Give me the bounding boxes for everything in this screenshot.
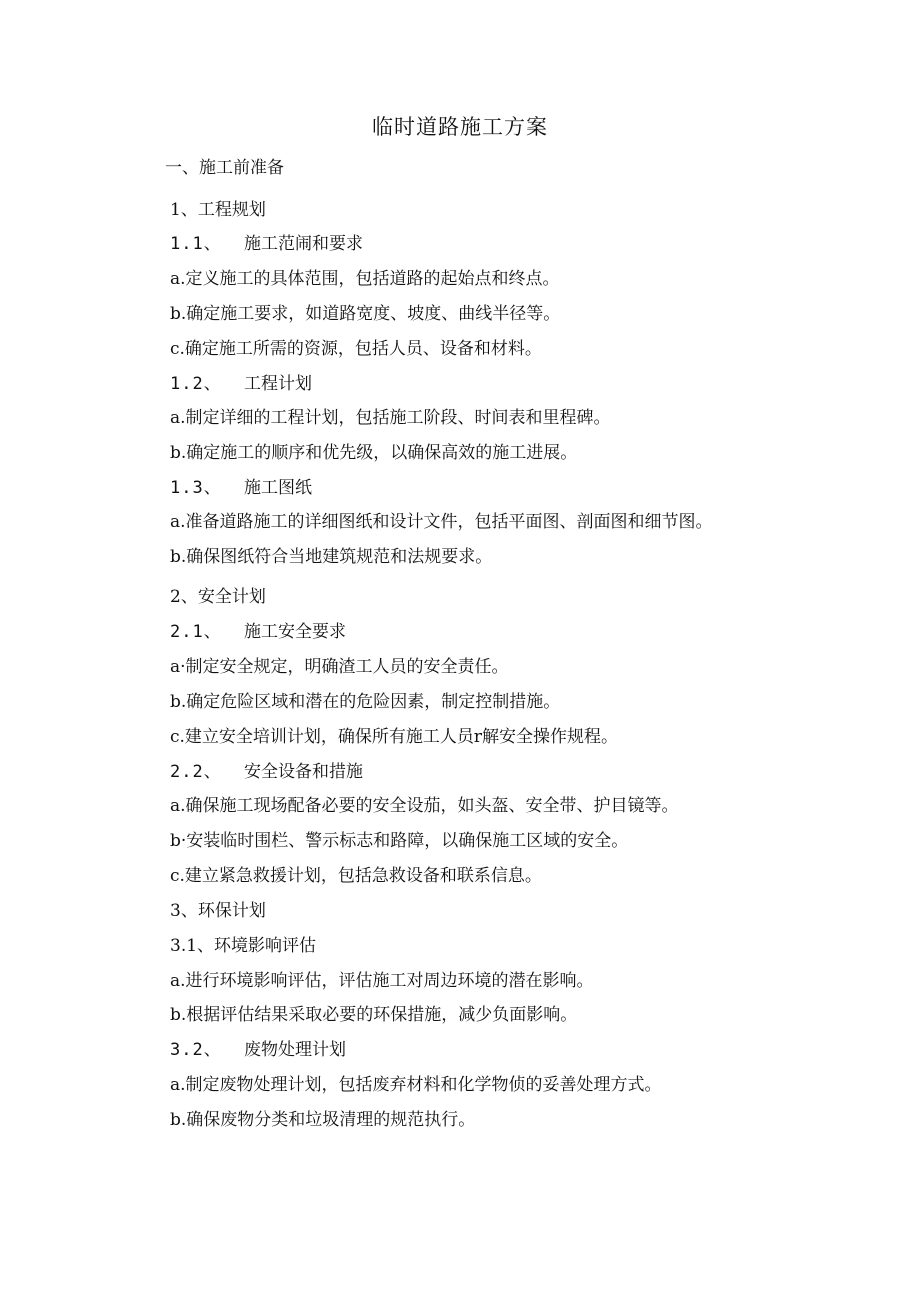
content-line: b.确定施工要求，如道路宽度、坡度、曲线半径等。: [170, 304, 561, 324]
content-line: b.确定施工的顺序和优先级，以确保高效的施工进展。: [170, 443, 578, 463]
item-heading: [170, 621, 346, 643]
item-heading: [170, 373, 312, 395]
item-number: 2.1、: [170, 622, 222, 642]
content-line: c.建立紧急救援计划，包括急救设备和联系信息。: [170, 866, 542, 886]
content-line: b.确保图纸符合当地建筑规范和法规要求。: [170, 547, 493, 567]
content-line: a.进行环境影响评估，评估施工对周边环境的潜在影响。: [170, 971, 594, 991]
item-title: 施工图纸: [244, 478, 312, 498]
content-line: a.确保施工现场配备必要的安全设茄，如头盔、安全带、护目镜等。: [170, 796, 679, 816]
item-number: 1.3、: [170, 478, 222, 498]
item-title: 安全设备和措施: [244, 762, 363, 782]
item-heading: [170, 1039, 346, 1061]
subsection-heading: 1、工程规划: [170, 200, 266, 220]
content-line: b.确保废物分类和垃圾清理的规范执行。: [170, 1110, 476, 1130]
content-line: b.确定危险区域和潜在的危险因素，制定控制措施。: [170, 692, 561, 712]
item-title: 施工安全要求: [244, 622, 346, 642]
section-heading: 一、施工前准备: [165, 158, 284, 178]
item-number: 1.1、: [170, 234, 222, 254]
item-number: 1.2、: [170, 374, 222, 394]
item-title: 工程计划: [244, 374, 312, 394]
item-number: 2.2、: [170, 762, 222, 782]
item-heading: [170, 477, 312, 499]
content-line: a·制定安全规定，明确渣工人员的安全责任。: [170, 657, 509, 677]
item-title: 施工范闹和要求: [244, 234, 363, 254]
content-line: a.制定详细的工程计划，包括施工阶段、时间表和里程碑。: [170, 408, 611, 428]
content-line: c.确定施工所需的资源，包括人员、设备和材料。: [170, 339, 542, 359]
subsection-heading: 2、安全计划: [170, 587, 266, 607]
content-line: b.根据评估结果采取必要的环保措施，减少负面影响。: [170, 1005, 578, 1025]
item-heading: [170, 761, 363, 783]
content-line: b·安装临时围栏、警示标志和路障，以确保施工区域的安全。: [170, 831, 629, 851]
content-line: a.制定废物处理计划，包括废弃材料和化学物侦的妥善处理方式。: [170, 1075, 662, 1095]
item-heading: 3.1、环境影响评估: [170, 936, 317, 956]
item-number: 3.2、: [170, 1040, 222, 1060]
content-line: c.建立安全培训计划，确保所有施工人员r解安全操作规程。: [170, 727, 619, 747]
content-line: a.准备道路施工的详细图纸和设计文件，包括平面图、剖面图和细节图。: [170, 512, 713, 532]
subsection-heading: 3、环保计划: [170, 901, 266, 921]
document-title: 临时道路施工方案: [372, 115, 548, 139]
item-title: 废物处理计划: [244, 1040, 346, 1060]
item-heading: [170, 233, 363, 255]
content-line: a.定义施工的具体范围，包括道路的起始点和终点。: [170, 269, 560, 289]
